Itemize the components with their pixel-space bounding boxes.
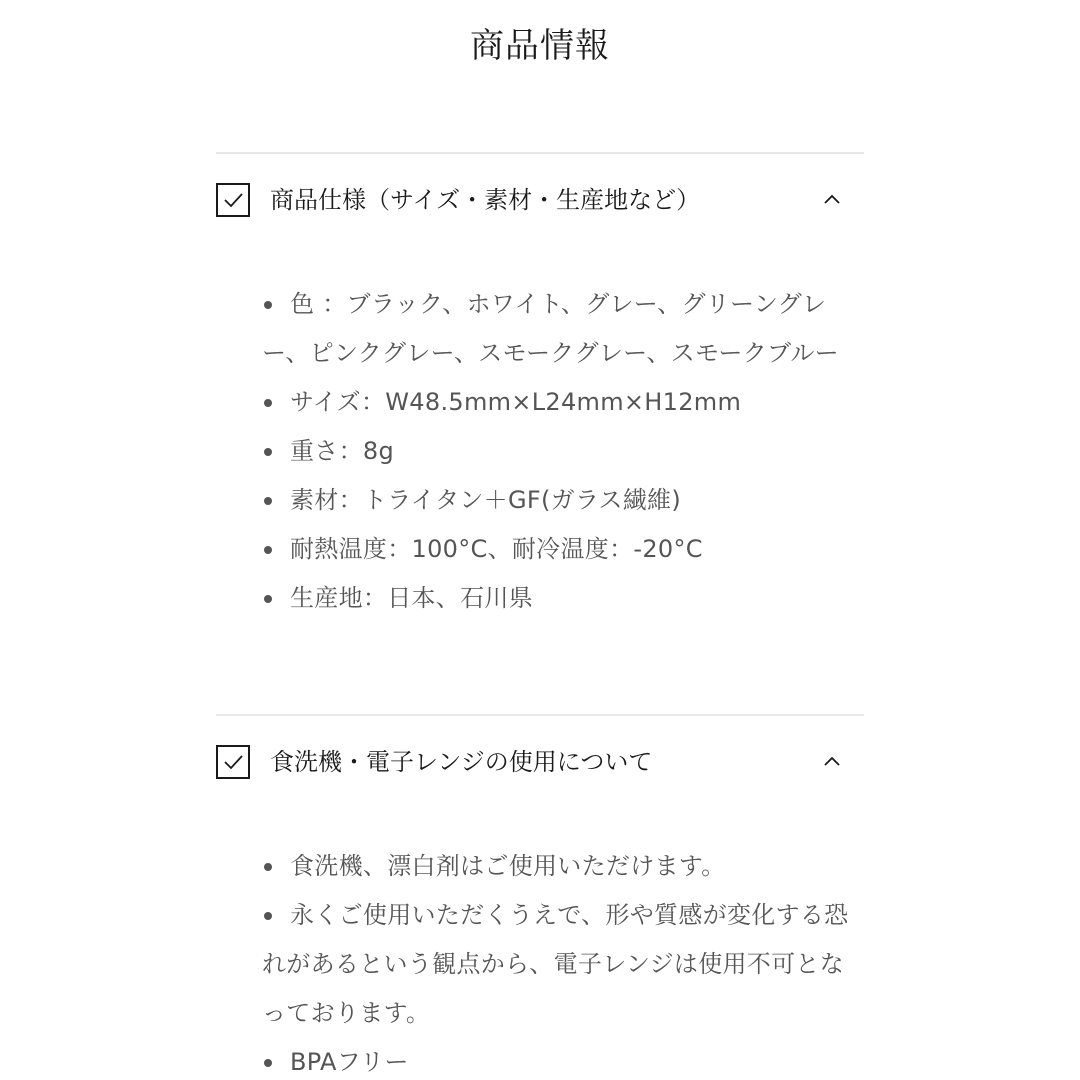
accordion-header-specs[interactable]: [216, 154, 864, 246]
list-item-color: 色 ：ブラック、ホワイト、グレー、グリーングレー、ピンクグレー、スモークグレー、スモークブルー: [262, 280, 858, 378]
list-item-dishwasher: 食洗機、漂白剤はご使用いただけます。: [262, 842, 858, 891]
accordion-body-specs: [216, 246, 864, 623]
list-item-size: サイズ：W48.5mm×L24mm×H12mm: [262, 378, 858, 427]
chevron-up-icon[interactable]: [822, 192, 842, 206]
accordion-body-usage: [216, 808, 864, 1080]
chevron-up-icon[interactable]: [822, 754, 842, 768]
usage-list: [262, 842, 858, 1080]
spec-list: [262, 280, 858, 623]
list-item-origin: 生産地：日本、石川県: [262, 574, 858, 623]
list-item-bpa-free: BPAフリー: [262, 1038, 858, 1080]
list-item-microwave: 永くご使用いただくうえで、形や質感が変化する恐れがあるという観点から、電子レンジは使用不可となっております。: [262, 891, 858, 1038]
list-item-material: 素材：トライタン＋GF(ガラス繊維): [262, 476, 858, 525]
checkbox-checked-icon: [216, 745, 250, 779]
page-title: 商品情報: [470, 26, 610, 66]
checkbox-checked-icon: [216, 183, 250, 217]
accordion-section-usage: [216, 714, 864, 1080]
accordion-section-specs: [216, 152, 864, 623]
accordion-header-label: 商品仕様（サイズ・素材・生産地など）: [270, 186, 701, 214]
list-item-weight: 重さ：8g: [262, 427, 858, 476]
list-item-temperature: 耐熱温度：100°C、耐冷温度：-20°C: [262, 525, 858, 574]
accordion-header-label: 食洗機・電子レンジの使用について: [270, 748, 653, 776]
accordion-header-usage[interactable]: [216, 716, 864, 808]
